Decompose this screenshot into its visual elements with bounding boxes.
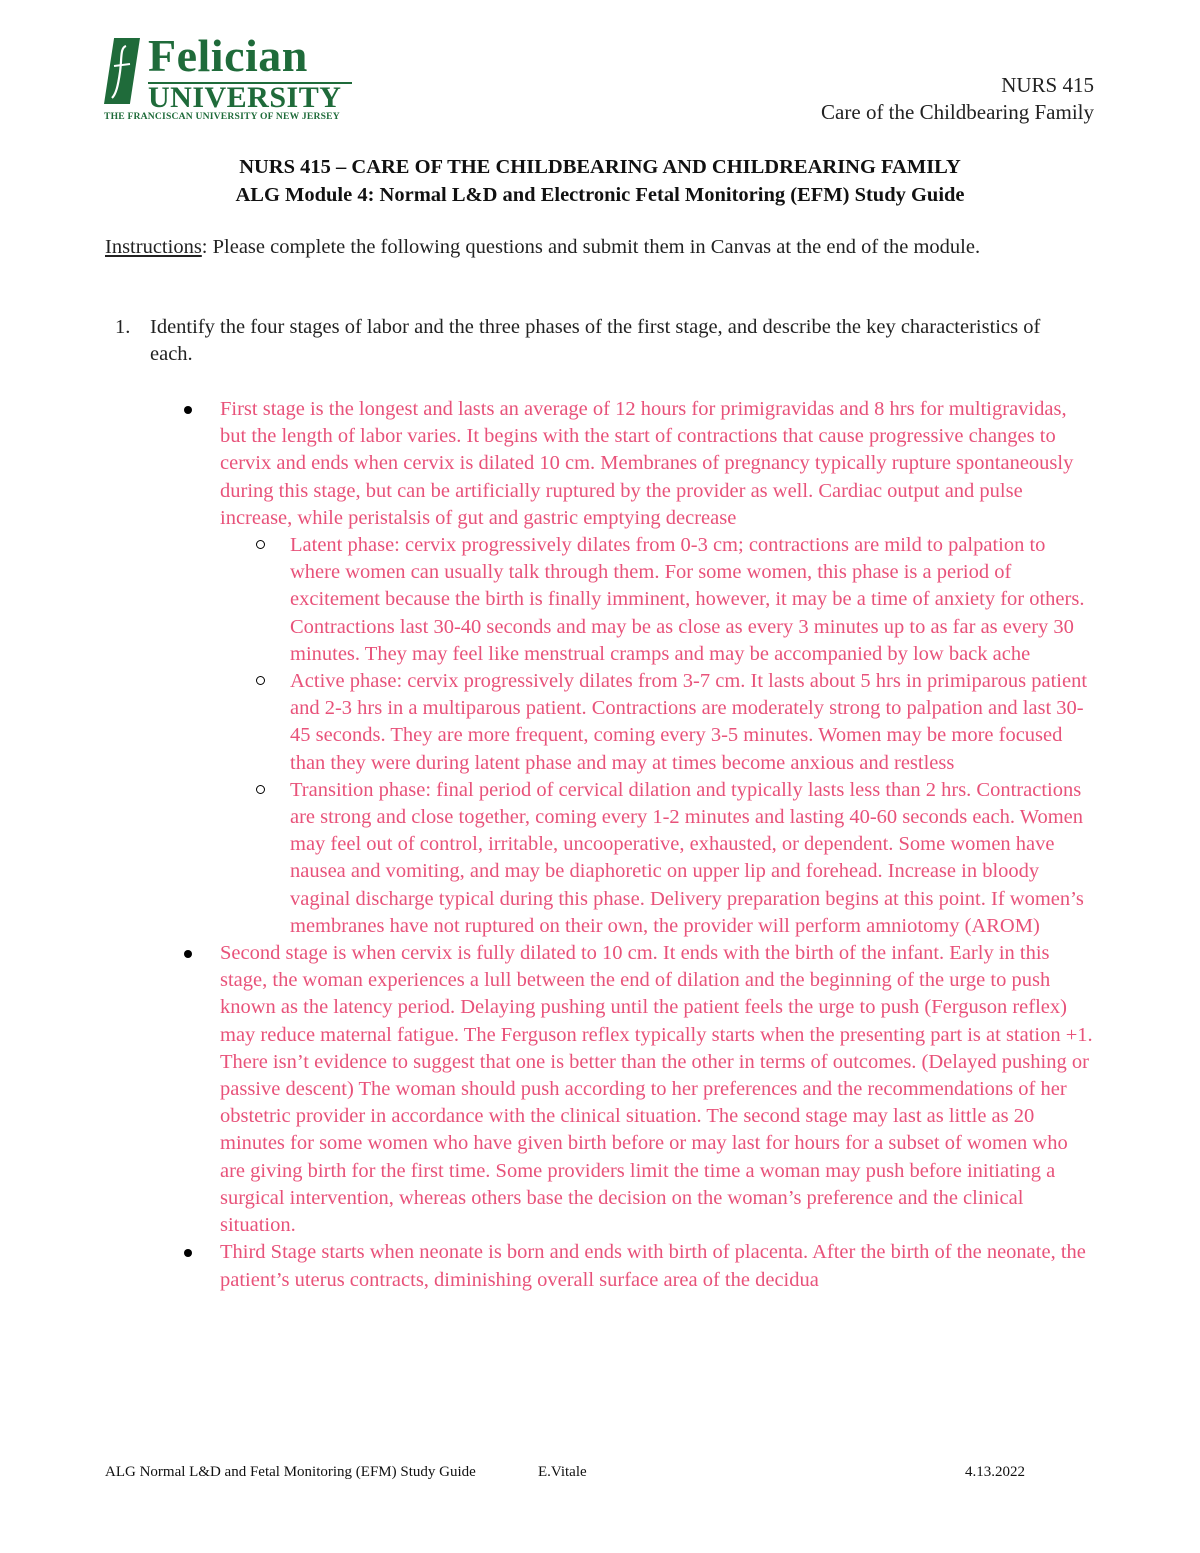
header-course-code: NURS 415 (1001, 73, 1094, 97)
circle-bullet-icon (256, 785, 265, 794)
logo-name-felician: Felician (148, 30, 308, 81)
list-item (220, 1239, 1095, 1293)
header-course-name: Care of the Childbearing Family (821, 100, 1094, 124)
instructions-text: : Please complete the following questions and submit them in Canvas at the end of the module. (201, 236, 981, 258)
title-line-1: NURS 415 – CARE OF THE CHILDBEARING AND CHILDREARING FAMILY (239, 156, 961, 178)
instructions-label: Instructions (105, 236, 202, 258)
page-header (821, 72, 1094, 126)
question-number: 1. (115, 316, 131, 338)
document-title (100, 153, 1100, 209)
answer-second-stage: Second stage is when cervix is fully dilated to 10 cm. It ends with the birth of the infant. Early in this stage, the woman experiences a lull between the end of dilation and the beginning of the urge to push known as the latency period. Delaying pushing until the patient feels the urge to push (Ferguson reflex) may reduce maternal fatigue. The Ferguson reflex typically starts when the presenting part is at station +1. There isn’t evidence to suggest that one is better than the other in terms of outcomes. (Delayed pushing or passive descent) The woman should push according to her preferences and the recommendations of her obstetric provider in accordance with the clinical situation. The second stage may last as little as 20 minutes for some women who have given birth before or may last for hours for a subset of women who are giving birth for the first time. Some providers limit the time a woman may push before initiating a surgical intervention, whereas others base the decision on the woman’s preference and the clinical situation. (220, 942, 1093, 1237)
list-item (290, 777, 1095, 940)
answer-transition-phase: Transition phase: final period of cervical dilation and typically lasts less than 2 hrs. Contractions are strong and close together, coming every 1-2 minutes and lasting 40-60 seconds each. Women may feel out of control, irritable, uncooperative, exhausted, or dependent. Some women have nausea and vomiting, and may be diaphoretic on upper lip and forehead. Increase in bloody vaginal discharge typical during this phase. Delivery preparation begins at this point. If women’s membranes have not ruptured on their own, the provider will perform amniotomy (AROM) (290, 778, 1084, 937)
logo-name-university: UNIVERSITY (148, 81, 342, 114)
list-item (220, 396, 1095, 532)
circle-bullet-icon (256, 540, 265, 549)
answer-active-phase: Active phase: cervix progressively dilates from 3-7 cm. It lasts about 5 hrs in primiparous patient and 2-3 hrs in a multiparous patient. Contractions are moderately strong to palpation and last 30-45 seconds. They are more frequent, coming every 3-5 minutes. Women may be more focused than they were during latent phase and may at times become anxious and restless (290, 670, 1088, 774)
bullet-icon (184, 950, 192, 958)
list-item (220, 940, 1095, 1239)
logo-cross-icon (104, 38, 140, 104)
footer-date: 4.13.2022 (965, 1464, 1025, 1480)
bullet-icon (184, 1249, 192, 1257)
question-text: Identify the four stages of labor and the three phases of the first stage, and describe the key characteristics of each. (150, 316, 1041, 365)
logo-tagline: THE FRANCISCAN UNIVERSITY OF NEW JERSEY (104, 111, 340, 122)
instructions (105, 234, 1065, 261)
list-item (290, 668, 1095, 777)
bullet-icon (184, 406, 192, 414)
footer-doc-name: ALG Normal L&D and Fetal Monitoring (EFM) Study Guide (105, 1464, 476, 1480)
answer-list (0, 396, 1200, 1294)
list-item (290, 532, 1095, 668)
title-line-2: ALG Module 4: Normal L&D and Electronic Fetal Monitoring (EFM) Study Guide (235, 184, 965, 206)
university-logo (104, 30, 354, 124)
question-1 (105, 314, 1065, 368)
answer-first-stage: First stage is the longest and lasts an average of 12 hours for primigravidas and 8 hrs for multigravidas, but the length of labor varies. It begins with the start of contractions that cause progressive changes to cervix and ends when cervix is dilated 10 cm. Membranes of pregnancy typically rupture spontaneously during this stage, but can be artificially ruptured by the provider as well. Cardiac output and pulse increase, while peristalsis of gut and gastric emptying decrease (220, 398, 1074, 529)
answer-third-stage: Third Stage starts when neonate is born and ends with birth of placenta. After the birth of the neonate, the patient’s uterus contracts, diminishing overall surface area of the decidua (220, 1241, 1086, 1291)
footer-author: E.Vitale (538, 1464, 587, 1480)
circle-bullet-icon (256, 676, 265, 685)
answer-latent-phase: Latent phase: cervix progressively dilates from 0-3 cm; contractions are mild to palpation to where women can usually talk through them. For some women, this phase is a period of excitement because the birth is finally imminent, however, it may be a time of anxiety for others. Contractions last 30-40 seconds and may be as close as every 3 minutes up to as far as every 30 minutes. They may feel like menstrual cramps and may be accompanied by low back ache (290, 534, 1085, 665)
